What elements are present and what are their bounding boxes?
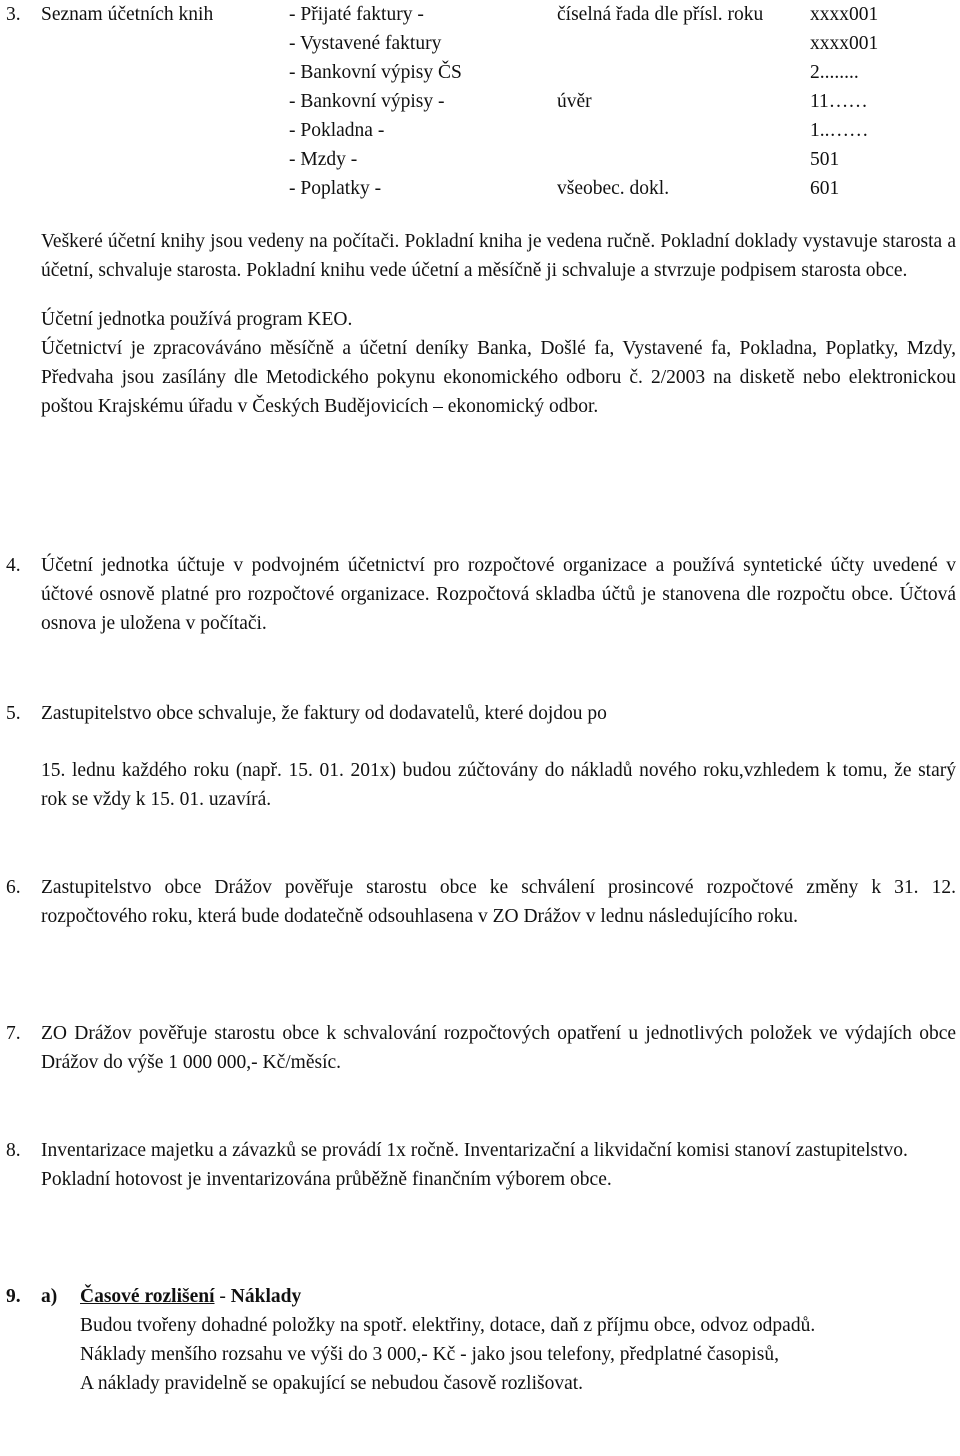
ledger-name: - Pokladna - <box>289 120 385 141</box>
subsection-label: a) <box>41 1286 58 1307</box>
ledger-code: xxxx001 <box>810 4 879 25</box>
ledger-name: - Bankovní výpisy ČS <box>289 62 462 83</box>
paragraph-computer-books: Veškeré účetní knihy jsou vedeny na počítači. Pokladní kniha je vedena ručně. Pokladní doklady vystavuje starosta a účetní, schvaluje starosta. Pokladní knihu vede účetní a měsíčně ji schvaluje a stvrzuje podpisem starosta obce. <box>41 231 956 281</box>
ledger-heading: Seznam účetních knih <box>41 4 214 25</box>
ledger-name: - Vystavené faktury <box>289 33 442 54</box>
ledger-name: - Poplatky - <box>289 178 382 199</box>
ledger-code: 1..…… <box>810 120 869 141</box>
section-5-number: 5. <box>6 703 21 724</box>
section-9-number: 9. <box>6 1286 21 1307</box>
paragraph-budget-change: Zastupitelstvo obce Drážov pověřuje starostu obce ke schválení prosincové rozpočtové změny k 31. 12. rozpočtového roku, která bude dodatečně odsouhlasena v ZO Drážov v lednu následujícího roku. <box>41 877 956 927</box>
section-3-number: 3. <box>6 4 21 25</box>
section-4-number: 4. <box>6 555 21 576</box>
paragraph-budget-measures: ZO Drážov pověřuje starostu obce k schvalování rozpočtových opatření u jednotlivých položek ve výdajích obce Drážov do výše 1 000 000,- Kč/měsíc. <box>41 1023 956 1073</box>
paragraph-cash-inventory: Pokladní hotovost je inventarizována průběžně finančním výborem obce. <box>41 1169 612 1190</box>
section-6-number: 6. <box>6 877 21 898</box>
section-3-paragraphs <box>41 227 956 421</box>
paragraph-estimated-items: Budou tvořeny dohadné položky na spotř. elektřiny, dotace, daň z příjmu obce, odvoz odpadů. <box>80 1315 816 1336</box>
ledger-description: úvěr <box>557 91 592 112</box>
paragraph-invoices-line2: 15. lednu každého roku (např. 15. 01. 201x) budou zúčtovány do nákladů nového roku,vzhledem k tomu, že starý rok se vždy k 15. 01. uzavírá. <box>41 760 956 810</box>
accrual-heading: Časové rozlišení <box>80 1286 215 1307</box>
costs-heading: Náklady <box>230 1286 302 1307</box>
section-7-number: 7. <box>6 1023 21 1044</box>
ledger-code: 11…… <box>810 91 868 112</box>
ledger-name: - Přijaté faktury - <box>289 4 424 25</box>
paragraph-accounting-process: Účetnictví je zpracováváno měsíčně a účetní deníky Banka, Došlé fa, Vystavené fa, Pokladna, Poplatky, Mzdy, Předvaha jsou zasílány dle Metodického pokynu ekonomického odboru č. 2/2003 na disketě nebo elektronickou poštou Krajskému úřadu v Českých Budějovicích – ekonomický odbor. <box>41 338 956 417</box>
ledger-name: - Bankovní výpisy - <box>289 91 445 112</box>
section-4-text <box>41 551 956 638</box>
ledger-code: 501 <box>810 149 840 170</box>
ledger-name: - Mzdy - <box>289 149 358 170</box>
ledger-description: všeobec. dokl. <box>557 178 670 199</box>
heading-separator: - <box>214 1286 231 1307</box>
paragraph-small-costs: Náklady menšího rozsahu ve výši do 3 000,- Kč - jako jsou telefony, předplatné časopisů, <box>80 1344 779 1365</box>
section-3-title <box>41 0 213 29</box>
section-8-number: 8. <box>6 1140 21 1161</box>
section-6-text <box>41 873 956 931</box>
paragraph-invoices-line1: Zastupitelstvo obce schvaluje, že faktury od dodavatelů, které dojdou po <box>41 703 607 724</box>
paragraph-inventory: Inventarizace majetku a závazků se provádí 1x ročně. Inventarizační a likvidační komisi stanoví zastupitelstvo. <box>41 1140 908 1161</box>
section-5-text <box>41 699 956 814</box>
ledger-code: 2........ <box>810 62 859 83</box>
section-9-title <box>80 1282 956 1311</box>
section-8-text <box>41 1136 956 1194</box>
ledger-code: 601 <box>810 178 840 199</box>
ledger-code: xxxx001 <box>810 33 879 54</box>
paragraph-double-entry: Účetní jednotka účtuje v podvojném účetnictví pro rozpočtové organizace a používá syntetické účty uvedené v účtové osnově platné pro rozpočtové organizace. Rozpočtová skladba účtů je stanovena dle rozpočtu obce. Účtová osnova je uložena v počítači. <box>41 555 956 634</box>
ledger-description: číselná řada dle přísl. roku <box>557 4 764 25</box>
section-7-text <box>41 1019 956 1077</box>
paragraph-recurring-costs: A náklady pravidelně se opakující se nebudou časově rozlišovat. <box>80 1373 584 1394</box>
section-9-text <box>80 1311 956 1398</box>
paragraph-keo-program: Účetní jednotka používá program KEO. <box>41 309 353 330</box>
